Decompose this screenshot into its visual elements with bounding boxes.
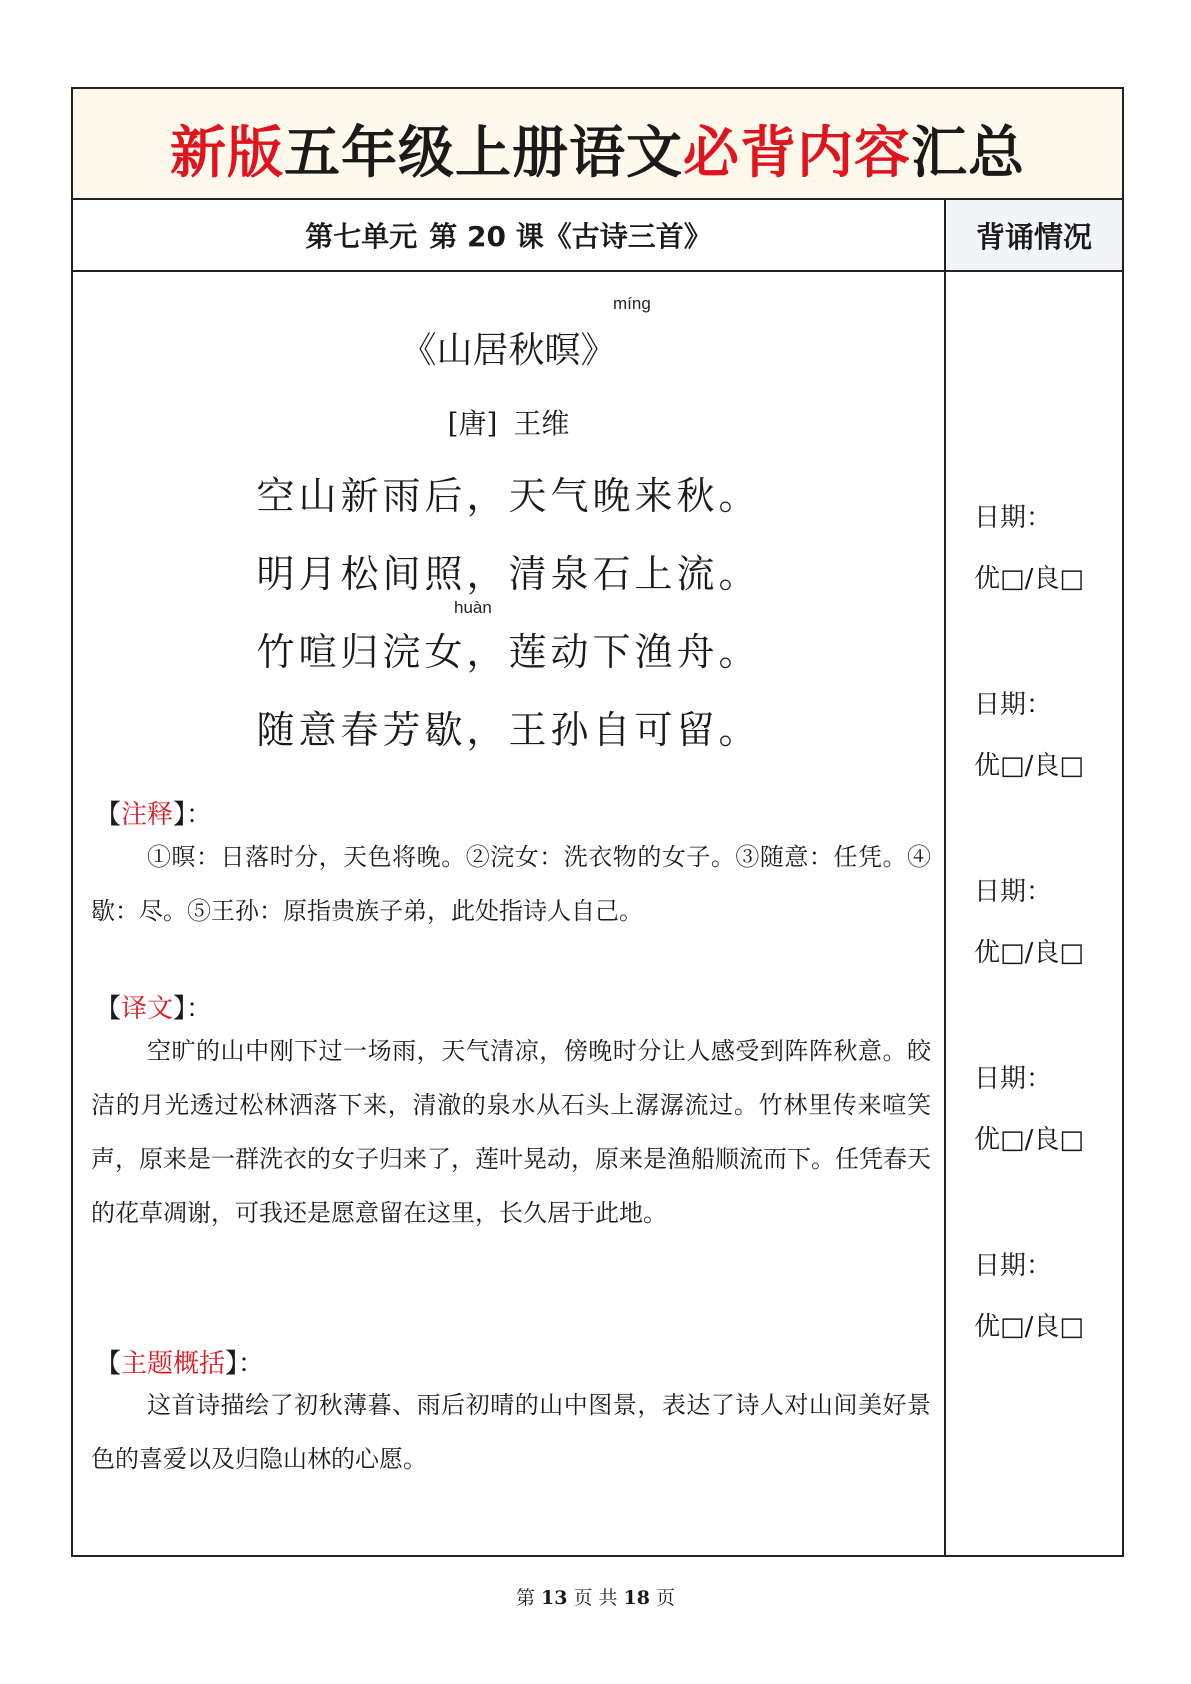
check-1-grade[interactable]: 优□/良□: [974, 564, 1084, 594]
check-2-grade[interactable]: 优□/良□: [974, 751, 1084, 781]
line3-pinyin: huàn: [454, 598, 492, 617]
translation-label: 译文: [121, 994, 174, 1024]
lesson-label: 第 20 课《古诗三首》: [429, 220, 712, 253]
title-part-new-edition: 新版: [170, 121, 284, 186]
title-part-must-memorize: 必背内容: [683, 121, 911, 186]
notes-text: ①暝：日落时分，天色将晚。②浣女：洗衣物的女子。③随意：任凭。④歇：尽。⑤王孙：原指贵族子弟，此处指诗人自己。: [91, 843, 931, 925]
title-part-grade: 五年级上册语文: [284, 121, 683, 186]
title-row: [73, 89, 1122, 200]
unit-label: 第七单元: [305, 220, 418, 253]
poem-author: [73, 402, 944, 442]
page-footer: 第 13 页 共 18 页: [516, 1587, 675, 1609]
check-3-grade[interactable]: 优□/良□: [974, 938, 1084, 968]
author-name: 王维: [513, 407, 570, 440]
check-5-date: 日期：: [974, 1251, 1053, 1281]
poem-line-4: 随意春芳歇，王孙自可留。: [256, 708, 761, 752]
poem-line-1: 空山新雨后，天气晚来秋。: [256, 474, 761, 518]
translation-heading: 【译文】：: [95, 994, 213, 1024]
title-pinyin: míng: [613, 294, 651, 313]
theme-text: 这首诗描绘了初秋薄暮、雨后初晴的山中图景，表达了诗人对山间美好景色的喜爱以及归隐山林的心愿。: [91, 1391, 931, 1473]
recitation-status-cell: [946, 272, 1122, 1555]
translation-text: 空旷的山中刚下过一场雨，天气清凉，傍晚时分让人感受到阵阵秋意。皎洁的月光透过松林洒落下来，清澈的泉水从石头上潺潺流过。竹林里传来喧笑声，原来是一群洗衣的女子归来了，莲叶晃动，原来是渔船顺流而下。任凭春天的花草凋谢，可我还是愿意留在这里，长久居于此地。: [91, 1037, 931, 1227]
check-5-grade[interactable]: 优□/良□: [974, 1312, 1084, 1342]
check-3-date: 日期：: [974, 877, 1053, 907]
worksheet-table: [71, 87, 1124, 1557]
current-page: 13: [541, 1587, 568, 1609]
page-title: [73, 109, 1122, 189]
total-pages: 18: [623, 1587, 650, 1609]
check-4-grade[interactable]: 优□/良□: [974, 1125, 1084, 1155]
check-4-date: 日期：: [974, 1064, 1053, 1094]
poem-title: 《山居秋暝》: [400, 330, 617, 371]
poem-line-2: 明月松间照，清泉石上流。: [256, 552, 761, 596]
header-row: [73, 200, 1122, 272]
check-2-date: 日期：: [974, 690, 1053, 720]
check-1-date: 日期：: [974, 503, 1053, 533]
content-cell: [73, 272, 946, 1555]
author-dynasty: [唐]: [447, 407, 498, 440]
theme-heading: 【主题概括】：: [95, 1349, 265, 1379]
poem-line-3: 竹喧归浣女，莲动下渔舟。: [256, 630, 761, 674]
title-part-summary: 汇总: [911, 121, 1025, 186]
lesson-header: [73, 200, 946, 270]
theme-label: 主题概括: [121, 1349, 226, 1379]
notes-label: 注释: [121, 800, 174, 830]
notes-heading: 【注释】：: [95, 800, 213, 830]
recitation-status-header: 背诵情况: [946, 200, 1122, 270]
